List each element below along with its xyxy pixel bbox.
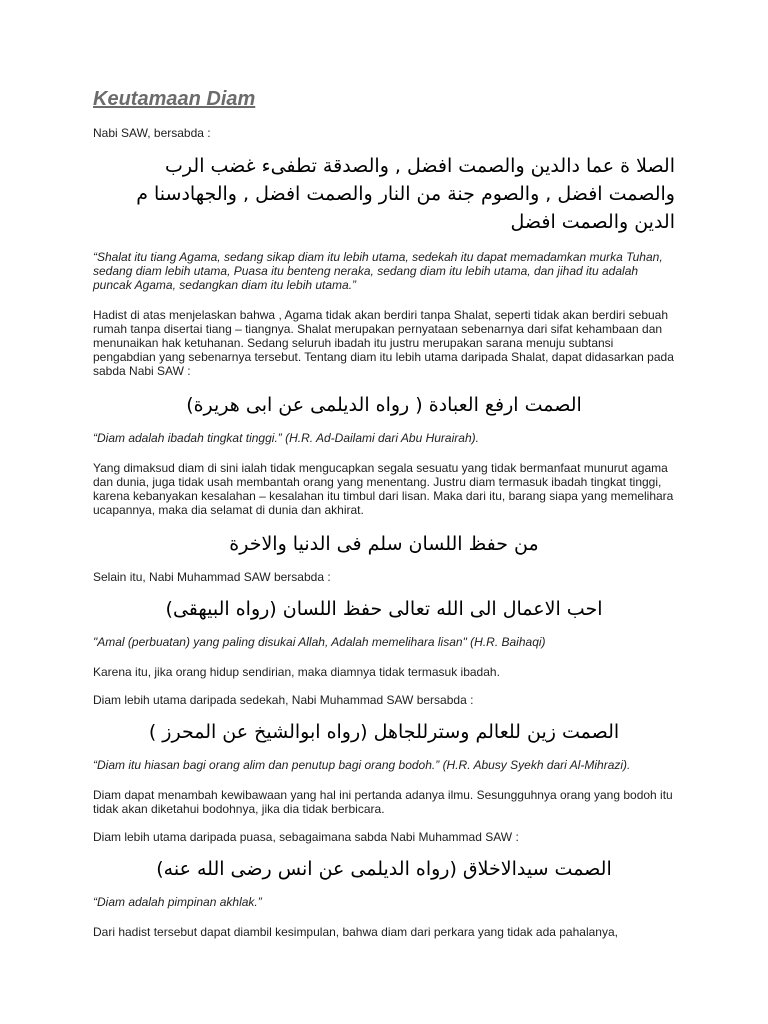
arabic-hadith-4: احب الاعمال الى الله تعالى حفظ اللسان (رواه البيهقى) [165,598,603,620]
paragraph-explanation-2: Yang dimaksud diam di sini ialah tidak mengucapkan segala sesuatu yang tidak bermanfaat munurut agama dan dunia, juga tidak usah membantah orang yang menentang. Justru diam termasuk ibadah tingkat tinggi, karena kebanyakan kesalahan – kesalahan itu timbul dari lisan. Maka dari itu, barang siapa yang memelihara ucapannya, maka dia selamat di dunia dan akhirat. [93,461,674,517]
arabic-hadith-5: الصمت زين للعالم وسترللجاهل (رواه ابوالشيخ عن المحرز ) [148,721,620,743]
paragraph-conclusion: Dari hadist tersebut dapat diambil kesimpulan, bahwa diam dari perkara yang tidak ada pahalanya, [93,925,618,939]
paragraph-intro: Nabi SAW, bersabda : [93,126,211,140]
translation-quote-4: “Diam itu hiasan bagi orang alim dan penutup bagi orang bodoh.” (H.R. Abusy Syekh dari Al-Mihrazi). [93,758,631,772]
arabic-hadith-3: من حفظ اللسان سلم فى الدنيا والاخرة [229,533,539,555]
arabic-hadith-6: الصمت سيدالاخلاق (رواه الديلمى عن انس رضى الله عنه) [156,858,612,880]
paragraph-explanation-3: Diam dapat menambah kewibawaan yang hal ini pertanda adanya ilmu. Sesungguhnya orang yang bodoh itu tidak akan diketahui bodohnya, jika dia tidak berbicara. [93,788,673,816]
translation-quote-1: “Shalat itu tiang Agama, sedang sikap diam itu lebih utama, sedekah itu dapat memadamkan murka Tuhan, sedang diam lebih utama, Puasa itu benteng neraka, sedang diam itu lebih utama, dan jihad itu adalah puncak Agama, sedangkan diam itu lebih utama.” [93,250,663,292]
document-page [93,86,675,953]
paragraph-intro-2: Selain itu, Nabi Muhammad SAW bersabda : [93,570,331,584]
paragraph-intro-4: Diam lebih utama daripada puasa, sebagaimana sabda Nabi Muhammad SAW : [93,830,519,844]
translation-quote-2: “Diam adalah ibadah tingkat tinggi.” (H.R. Ad-Dailami dari Abu Hurairah). [93,431,479,445]
translation-quote-5: “Diam adalah pimpinan akhlak.” [93,895,262,909]
arabic-hadith-1: الصلا ة عما دالدين والصمت افضل , والصدقة تطفىء غضب الرب والصمت افضل , والصوم جنة من النار والصمت افضل , والجهادسنا م الدين والصمت افضل [136,155,675,233]
translation-quote-3: "Amal (perbuatan) yang paling disukai Allah, Adalah memelihara lisan" (H.R. Baihaqi) [93,635,546,649]
arabic-hadith-2: الصمت ارفع العبادة ( رواه الديلمى عن ابى هريرة) [186,394,582,416]
document-title: Keutamaan Diam [93,88,256,110]
paragraph-explanation-1: Hadist di atas menjelaskan bahwa , Agama tidak akan berdiri tanpa Shalat, seperti tidak akan berdiri sebuah rumah tanpa disertai tiang – tiangnya. Shalat merupakan pernyataan sebenarnya dari sifat kehambaan dan menunaikan hak ketuhanan. Sedang seluruh ibadah itu justru merupakan sarana menuju subtansi pengabdian yang sebenarnya tersebut. Tentang diam itu lebih utama daripada Shalat, dapat didasarkan pada sabda Nabi SAW : [93,308,674,378]
paragraph-note-1: Karena itu, jika orang hidup sendirian, maka diamnya tidak termasuk ibadah. [93,665,500,679]
paragraph-intro-3: Diam lebih utama daripada sedekah, Nabi Muhammad SAW bersabda : [93,693,474,707]
